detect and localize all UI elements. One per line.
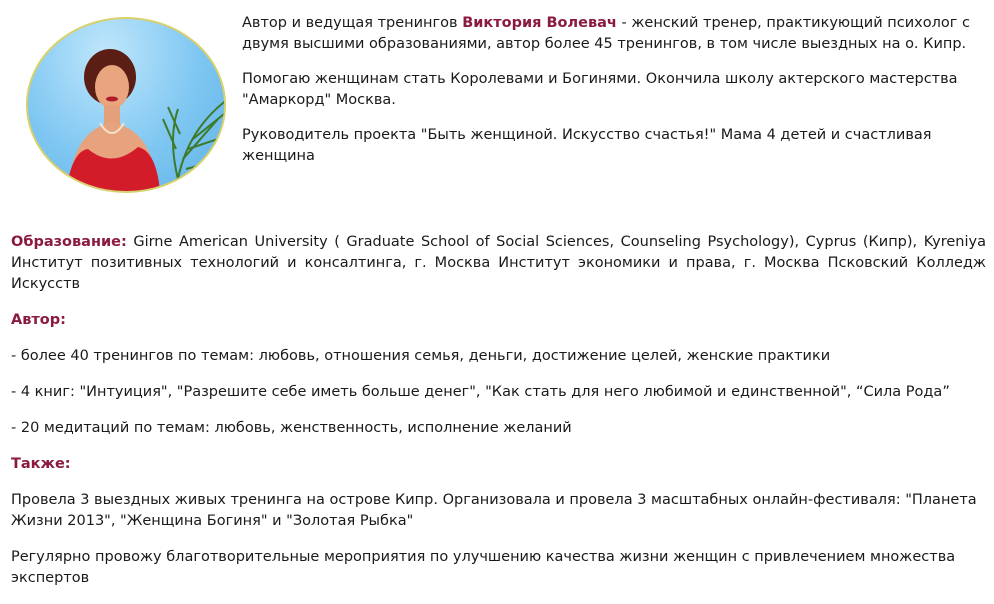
list-item: Провела 3 выездных живых тренинга на острове Кипр. Организовала и провела 3 масштабных онлайн-фестиваля: "Планета Жизни 2013", "Женщина Богиня" и "Золотая Рыбка" <box>11 492 977 529</box>
author-heading: Автор: <box>11 312 66 328</box>
author-photo <box>26 17 226 193</box>
education-text: Girne American University ( Graduate School of Social Sciences, Counseling Psychology), Cyprus (Кипр), Kyreniya Институт позитивных технологий и консалтинга, г. Москва Институт экономики и права, г. Москва Псковский Колледж Искусств <box>11 234 986 292</box>
also-heading: Также: <box>11 456 71 472</box>
list-item: - 4 книг: "Интуиция", "Разрешите себе иметь больше денег", "Как стать для него любимой и единственной", “Сила Рода” <box>11 384 950 400</box>
education-label: Образование: <box>11 234 127 250</box>
list-item: Регулярно провожу благотворительные мероприятия по улучшению качества жизни женщин с привлечением множества экспертов <box>11 549 956 586</box>
bio-paragraph-2: Помогаю женщинам стать Королевами и Богинями. Окончила школу актерского мастерства "Амаркорд" Москва. <box>242 71 958 108</box>
main-content <box>11 232 986 604</box>
education-paragraph <box>11 232 986 295</box>
bio-intro-text: Автор и ведущая тренингов <box>242 15 463 31</box>
list-item: - 20 медитаций по темам: любовь, женственность, исполнение желаний <box>11 420 572 436</box>
list-item: - более 40 тренингов по темам: любовь, отношения семья, деньги, достижение целей, женские практики <box>11 348 831 364</box>
bio-section <box>242 13 972 181</box>
portrait-photo-icon <box>28 19 224 191</box>
bio-intro-rest: - женский тренер, практикующий психолог с двумя высшими образованиями, автор более 45 тренингов, в том числе выездных на о. Кипр. <box>242 15 970 52</box>
bio-paragraph-3: Руководитель проекта "Быть женщиной. Искусство счастья!" Мама 4 детей и счастливая женщина <box>242 127 932 164</box>
author-name: Виктория Волевач <box>462 15 617 31</box>
bio-paragraph-1 <box>242 13 972 55</box>
